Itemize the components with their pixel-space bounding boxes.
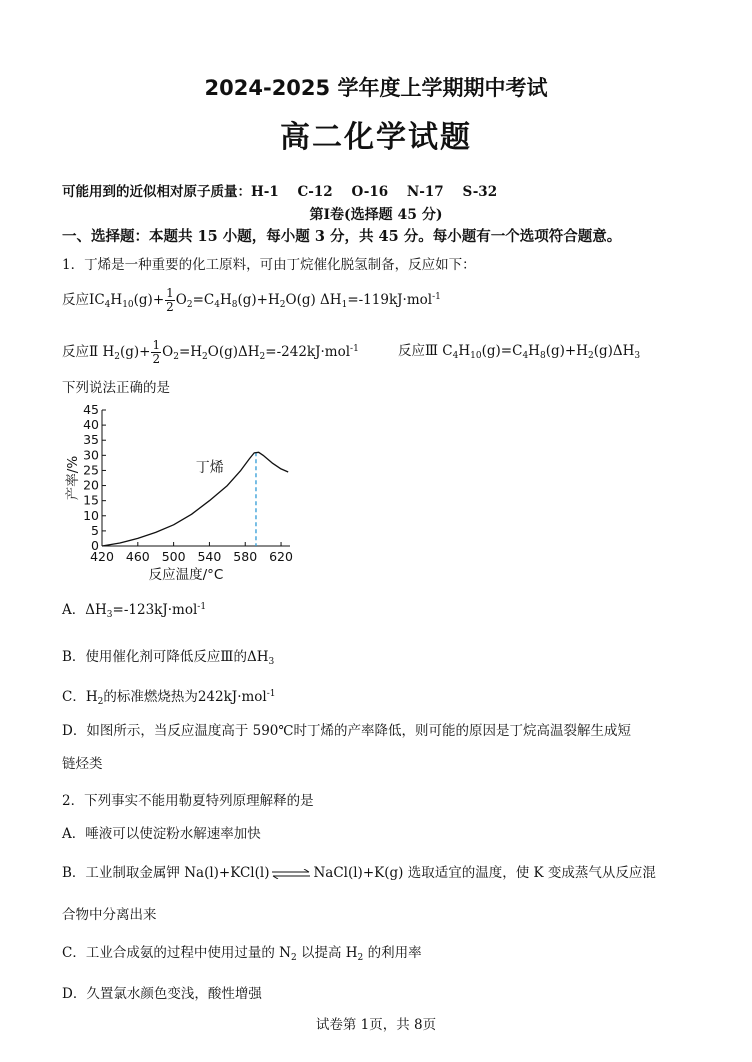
q1-option-a: A．$\Delta H_3=-123kJ\cdot mol^{-1}$ — [62, 602, 207, 620]
part-title: 第Ⅰ卷(选择题 45 分) — [309, 207, 443, 223]
page-footer: 试卷第 1页，共 8页 — [315, 1017, 437, 1033]
subject-title: 高二化学试题 — [280, 120, 472, 155]
y-tick-label: 15 — [83, 492, 99, 508]
y-tick-label: 35 — [83, 432, 99, 448]
q1-option-d-line2: 链烃类 — [62, 756, 103, 772]
x-tick-label: 620 — [269, 549, 293, 564]
q1-option-c: C．$H_2$的标准燃烧热为242kJ·mol$^{-1}$ — [62, 689, 276, 707]
x-tick-label: 540 — [197, 549, 222, 564]
series-label: 丁烯 — [195, 459, 224, 476]
x-tick-label: 500 — [161, 549, 186, 564]
q1-stem: 1．丁烯是一种重要的化工原料，可由丁烷催化脱氢制备，反应如下： — [62, 257, 476, 273]
q1-reaction-1: 反应$ⅠC_4H_{10}(g)+$ $\frac{1}{2}$ $O_2=C_4H_8(g)+H_2O(g)$ $\Delta H_1=-119kJ\cdot mol^{-1}$ — [62, 286, 441, 314]
q1-reaction-2: 反应Ⅱ $H_2(g)+$ $\frac{1}{2}$ $O_2=H_2O(g)\Delta H_2=-242kJ\cdot mol^{-1}$ — [62, 338, 359, 366]
x-tick-label: 460 — [125, 549, 150, 564]
q2-option-a: A．唾液可以使淀粉水解速率加快 — [62, 826, 261, 842]
q2-option-c: C．工业合成氨的过程中使用过量的 $N_2$ 以提高 $H_2$ 的利用率 — [62, 945, 422, 963]
x-axis-label: 反应温度/°C — [148, 567, 224, 583]
q2-option-b-line1: B．工业制取金属钾 Na(l)+KCl(l) NaCl(l)+K(g) 选取适宜的温度，使 K 变成蒸气从反应混 — [62, 865, 656, 881]
q2-option-b-line2: 合物中分离出来 — [62, 907, 157, 923]
y-axis-label: 产率/% — [65, 455, 81, 501]
y-tick-label: 0 — [91, 538, 99, 553]
q1-option-b: B．使用催化剂可降低反应Ⅲ的$\Delta H_3$ — [62, 649, 275, 667]
equilibrium-arrow-icon — [271, 869, 311, 879]
x-tick-label: 420 — [90, 549, 114, 564]
y-tick-label: 25 — [83, 462, 99, 478]
q2-stem: 2．下列事实不能用勒夏特列原理解释的是 — [62, 793, 314, 809]
y-tick-label: 40 — [83, 417, 99, 433]
q1-reaction-3: 反应Ⅲ $C_4H_{10}(g)=C_4H_8(g)+H_2(g)\Delta H_3$ — [398, 343, 641, 361]
x-tick-label: 580 — [233, 549, 258, 564]
y-tick-label: 5 — [91, 522, 99, 538]
y-tick-label: 20 — [83, 477, 99, 493]
y-tick-label: 10 — [83, 507, 99, 523]
q1-option-d-line1: D．如图所示，当反应温度高于 590℃时丁烯的产率降低，则可能的原因是丁烷高温裂解生成短 — [62, 723, 631, 739]
y-tick-label: 45 — [83, 402, 99, 417]
y-tick-label: 30 — [83, 447, 99, 463]
yield-chart — [60, 400, 300, 585]
exam-title: 2024-2025 学年度上学期期中考试 — [204, 76, 548, 100]
section-title: 一、选择题：本题共 15 小题，每小题 3 分，共 45 分。每小题有一个选项符合题意。 — [62, 228, 622, 245]
q2-option-d: D．久置氯水颜色变浅，酸性增强 — [62, 986, 262, 1002]
atomic-masses: 可能用到的近似相对原子质量：H-1 C-12 O-16 N-17 S-32 — [62, 184, 498, 200]
q1-prompt: 下列说法正确的是 — [62, 380, 170, 396]
